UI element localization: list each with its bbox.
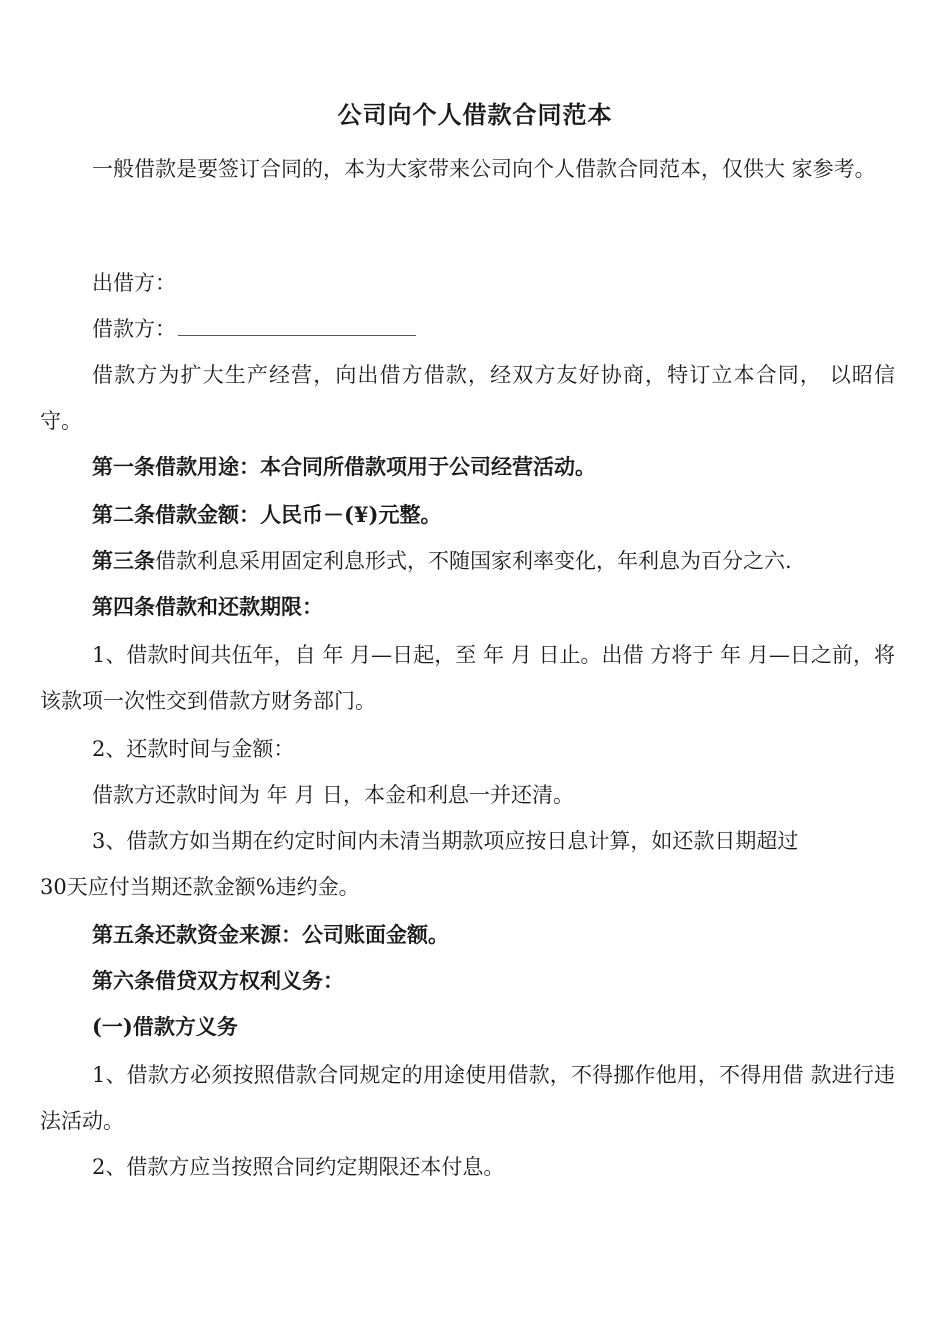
article-4-item-3-line-1: 3、借款方如当期在约定时间内未清当期款项应按日息计算，如还款日期超过 [92,829,799,853]
borrower-line [40,306,895,352]
article-6-subsection-1: (一)借款方义务 [92,1014,238,1039]
article-3-heading: 第三条 [92,548,155,573]
lender-line [40,260,895,306]
article-3 [40,538,895,584]
borrower-label: 借款方： [92,317,176,341]
article-6: 第六条借贷双方权利义务： [92,968,344,993]
document-title: 公司向个人借款合同范本 [337,100,613,129]
article-3-body: 借款利息采用固定利息形式，不随国家利率变化，年利息为百分之六. [155,549,792,573]
intro-paragraph: 一般借款是要签订合同的，本为大家带来公司向个人借款合同范本，仅供大 家参考。 [92,157,876,181]
article-5: 第五条还款资金来源：公司账面金额。 [92,922,449,947]
borrower-blank-line [178,317,416,336]
article-4-item-1: 1、借款时间共伍年，自 年 月—日起，至 年 月 日止。出借 方将于 年 月—日之前，将该款项一次性交到借款方财务部门。 [40,643,895,713]
article-6-sub1-item-1: 1、借款方必须按照借款合同规定的用途使用借款，不得挪作他用，不得用借 款进行违法活动。 [40,1063,895,1133]
article-4: 第四条借款和还款期限： [92,594,323,619]
lender-label: 出借方： [92,271,176,295]
article-4-item-2-detail: 借款方还款时间为 年 月 日，本金和利息一并还清。 [92,783,575,807]
article-4-item-3-line-2: 30天应付当期还款金额%违约金。 [40,875,360,899]
article-2: 第二条借款金额：人民币－(¥)元整。 [92,502,442,527]
preamble-paragraph: 借款方为扩大生产经营，向出借方借款，经双方友好协商，特订立本合同， 以昭信守。 [40,363,895,433]
article-1: 第一条借款用途：本合同所借款项用于公司经营活动。 [92,454,596,479]
article-4-item-2: 2、还款时间与金额： [92,737,295,761]
article-6-sub1-item-2: 2、借款方应当按照合同约定期限还本付息。 [92,1155,505,1179]
